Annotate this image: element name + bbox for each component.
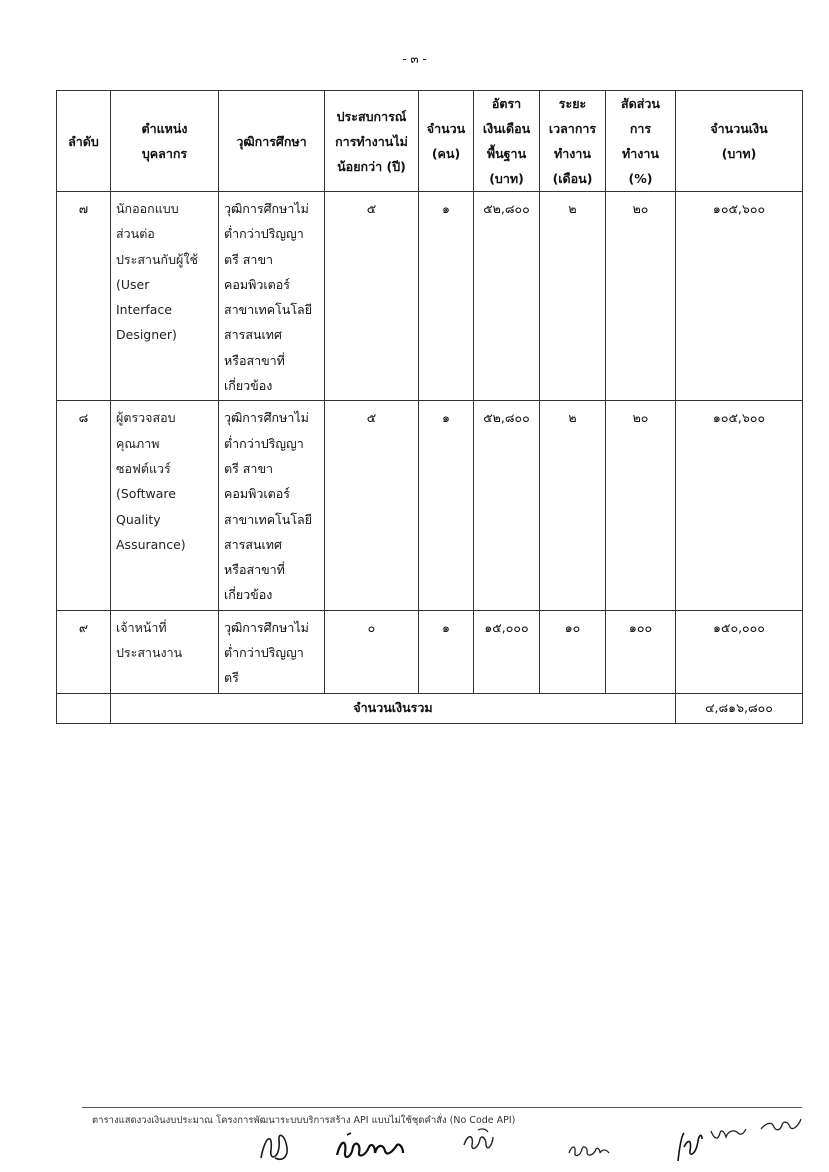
header-order bbox=[57, 91, 111, 192]
experience-cell: ๕ bbox=[325, 401, 419, 610]
amount-cell: ๑๕๐,๐๐๐ bbox=[676, 610, 803, 693]
header-salary bbox=[474, 91, 540, 192]
position-line: ผู้ตรวจสอบ bbox=[116, 410, 176, 426]
footer-note: ตารางแสดงวงเงินงบประมาณ โครงการพัฒนาระบบบริการสร้าง API แบบไม่ใช้ชุดคำสั่ง (No Code API) bbox=[92, 1115, 516, 1126]
experience-cell: ๐ bbox=[325, 610, 419, 693]
ratio-cell: ๑๐๐ bbox=[606, 610, 676, 693]
education-line: ตรี สาขา bbox=[224, 460, 274, 476]
order-cell: ๙ bbox=[57, 610, 111, 693]
education-line: วุฒิการศึกษาไม่ bbox=[224, 619, 309, 635]
education-line: สาขาเทคโนโลยี bbox=[224, 511, 313, 527]
education-cell bbox=[219, 401, 325, 610]
position-line: เจ้าหน้าที่ bbox=[116, 619, 167, 635]
header-line: วุฒิการศึกษา bbox=[236, 133, 307, 149]
salary-cell: ๕๒,๘๐๐ bbox=[474, 401, 540, 610]
education-cell bbox=[219, 610, 325, 693]
ratio-cell: ๒๐ bbox=[606, 401, 676, 610]
education-line: หรือสาขาที่ bbox=[224, 352, 285, 368]
amount-cell: ๑๐๕,๖๐๐ bbox=[676, 192, 803, 401]
education-line: สาขาเทคโนโลยี bbox=[224, 302, 313, 318]
header-line: เงินเดือน bbox=[482, 121, 531, 136]
table-header-row bbox=[57, 91, 803, 192]
position-line: Interface bbox=[116, 302, 172, 318]
header-line: (คน) bbox=[431, 146, 461, 161]
education-line: เกี่ยวข้อง bbox=[224, 587, 273, 603]
position-line: ประสานกับผู้ใช้ bbox=[116, 251, 198, 267]
header-education bbox=[219, 91, 325, 192]
header-line: การ bbox=[629, 121, 652, 136]
header-line: ทำงาน bbox=[554, 146, 591, 161]
signature-5 bbox=[672, 1129, 706, 1165]
header-line: (บาท) bbox=[489, 171, 524, 186]
count-cell: ๑ bbox=[419, 192, 474, 401]
signature-6 bbox=[708, 1123, 748, 1145]
amount-cell: ๑๐๕,๖๐๐ bbox=[676, 401, 803, 610]
header-position bbox=[111, 91, 219, 192]
count-cell: ๑ bbox=[419, 610, 474, 693]
position-cell bbox=[111, 401, 219, 610]
table-row bbox=[57, 192, 803, 401]
header-line: จำนวนเงิน bbox=[710, 121, 768, 136]
education-line: เกี่ยวข้อง bbox=[224, 378, 273, 394]
duration-cell: ๒ bbox=[540, 401, 606, 610]
education-line: ต่ำกว่าปริญญา bbox=[224, 226, 304, 242]
position-cell bbox=[111, 192, 219, 401]
header-line: จำนวน bbox=[426, 121, 466, 136]
experience-cell: ๕ bbox=[325, 192, 419, 401]
header-duration bbox=[540, 91, 606, 192]
education-line: ต่ำกว่าปริญญา bbox=[224, 435, 304, 451]
position-line: Quality bbox=[116, 511, 161, 527]
header-line: ทำงาน bbox=[622, 146, 659, 161]
footer-divider bbox=[82, 1107, 802, 1108]
position-line: Assurance) bbox=[116, 536, 186, 552]
duration-cell: ๒ bbox=[540, 192, 606, 401]
page-number: - ๓ - bbox=[402, 52, 427, 66]
header-line: ลำดับ bbox=[68, 133, 99, 149]
header-line: สัดส่วน bbox=[621, 96, 660, 111]
salary-cell: ๑๕,๐๐๐ bbox=[474, 610, 540, 693]
position-line: Designer) bbox=[116, 327, 177, 343]
position-line: ส่วนต่อ bbox=[116, 226, 155, 242]
education-line: หรือสาขาที่ bbox=[224, 562, 285, 578]
education-line: สารสนเทศ bbox=[224, 327, 282, 343]
position-line: ซอฟต์แวร์ bbox=[116, 460, 171, 476]
education-line: ต่ำกว่าปริญญา bbox=[224, 645, 304, 661]
total-value: ๔,๘๑๖,๘๐๐ bbox=[676, 693, 803, 723]
education-line: ตรี bbox=[224, 670, 239, 686]
education-line: ตรี สาขา bbox=[224, 251, 274, 267]
total-row bbox=[57, 693, 803, 723]
budget-table bbox=[56, 90, 803, 724]
order-cell: ๘ bbox=[57, 401, 111, 610]
education-line: วุฒิการศึกษาไม่ bbox=[224, 410, 309, 426]
signature-3 bbox=[460, 1127, 496, 1157]
count-cell: ๑ bbox=[419, 401, 474, 610]
header-line: บุคลากร bbox=[141, 146, 188, 161]
table-row bbox=[57, 401, 803, 610]
position-line: (User bbox=[116, 276, 150, 292]
education-line: คอมพิวเตอร์ bbox=[224, 276, 290, 292]
signature-area bbox=[0, 1115, 829, 1172]
header-experience bbox=[325, 91, 419, 192]
position-line: คุณภาพ bbox=[116, 435, 160, 451]
education-line: สารสนเทศ bbox=[224, 536, 282, 552]
header-line: (บาท) bbox=[721, 146, 757, 161]
total-label: จำนวนเงินรวม bbox=[111, 693, 676, 723]
education-cell bbox=[219, 192, 325, 401]
signature-2 bbox=[333, 1131, 408, 1165]
header-line: อัตรา bbox=[491, 96, 522, 111]
position-line: ประสานงาน bbox=[116, 645, 183, 661]
position-line: นักออกแบบ bbox=[116, 201, 179, 216]
header-line: (%) bbox=[628, 171, 653, 186]
signature-4 bbox=[566, 1139, 612, 1161]
header-amount bbox=[676, 91, 803, 192]
header-line: ประสบการณ์ bbox=[336, 108, 407, 124]
header-line: ระยะ bbox=[558, 96, 587, 111]
table-row bbox=[57, 610, 803, 693]
header-line: พื้นฐาน bbox=[486, 146, 527, 161]
total-empty-cell bbox=[57, 693, 111, 723]
header-line: ตำแหน่ง bbox=[141, 121, 188, 136]
header-count bbox=[419, 91, 474, 192]
position-cell bbox=[111, 610, 219, 693]
duration-cell: ๑๐ bbox=[540, 610, 606, 693]
education-line: วุฒิการศึกษาไม่ bbox=[224, 201, 309, 216]
signature-1 bbox=[255, 1128, 295, 1168]
ratio-cell: ๒๐ bbox=[606, 192, 676, 401]
salary-cell: ๕๒,๘๐๐ bbox=[474, 192, 540, 401]
order-cell: ๗ bbox=[57, 192, 111, 401]
header-line: เวลาการ bbox=[548, 121, 597, 136]
education-line: คอมพิวเตอร์ bbox=[224, 486, 290, 502]
header-line: (เดือน) bbox=[552, 171, 593, 186]
header-ratio bbox=[606, 91, 676, 192]
position-line: (Software bbox=[116, 486, 176, 502]
table-body bbox=[57, 192, 803, 724]
header-line: การทำงานไม่ bbox=[335, 133, 408, 149]
header-line: น้อยกว่า (ปี) bbox=[337, 158, 406, 174]
signature-7 bbox=[758, 1115, 804, 1137]
